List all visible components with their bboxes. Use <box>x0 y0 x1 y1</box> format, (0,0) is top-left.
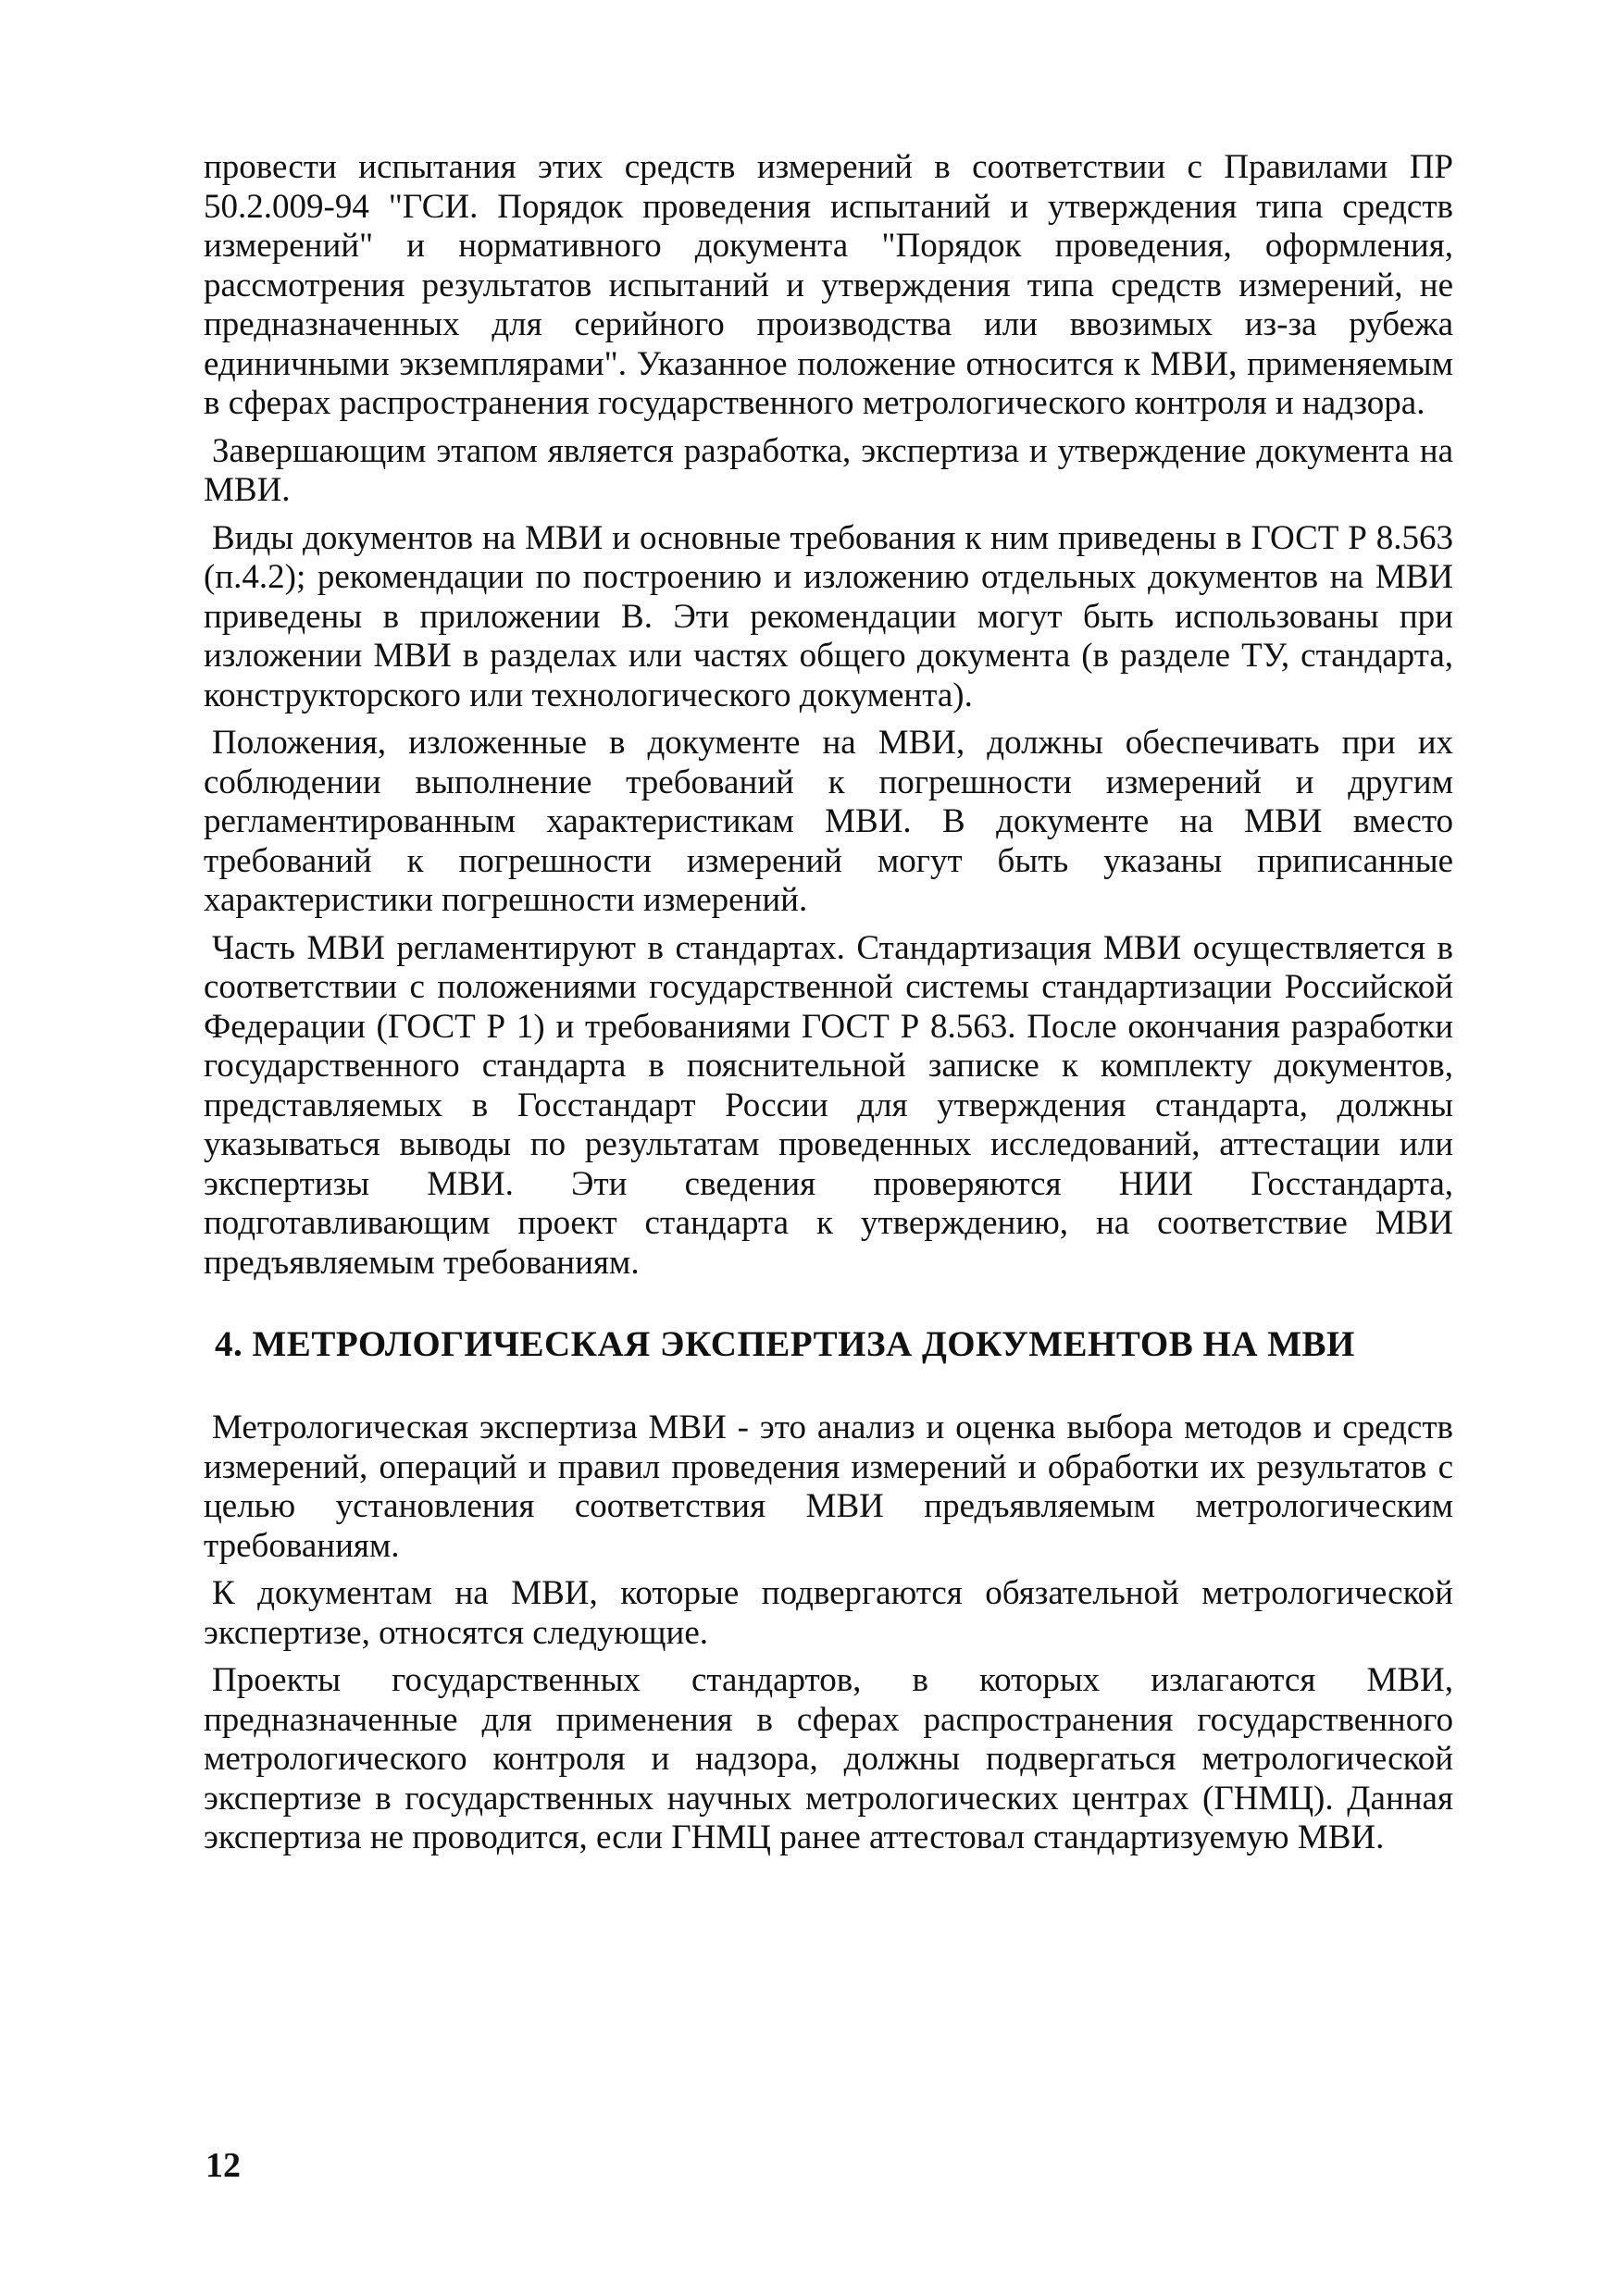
document-page <box>204 148 1453 1867</box>
paragraph-expertise-definition: Метрологическая экспертиза МВИ - это анализ и оценка выбора методов и средств измерений, операций и правил проведения измерений и обработки их результатов с целью установления соответствия МВИ предъявляемым метрологическим требованиям. <box>204 1409 1453 1565</box>
paragraph-document-provisions: Положения, изложенные в документе на МВИ, должны обеспечивать при их соблюдении выполнение требований к погрешности измерений и другим регламентированным характеристикам МВИ. В документе на МВИ вместо требований к погрешности измерений могут быть указаны приписанные характеристики погрешности измерений. <box>204 724 1453 919</box>
paragraph-testing-rules: провести испытания этих средств измерений в соответствии с Правилами ПР 50.2.009-94 "ГСИ. Порядок проведения испытаний и утверждения типа средств измерений" и нормативного документа "Порядок проведения, оформления, рассмотрения результатов испытаний и утверждения типа средств измерений, не предназначенных для серийного производства или ввозимых из-за рубежа единичными экземплярами". Указанное положение относится к МВИ, применяемым в сферах распространения государственного метрологического контроля и надзора. <box>204 148 1453 422</box>
paragraph-document-types: Виды документов на МВИ и основные требования к ним приведены в ГОСТ Р 8.563 (п.4.2); рекомендации по построению и изложению отдельных документов на МВИ приведены в приложении В. Эти рекомендации могут быть использованы при изложении МВИ в разделах или частях общего документа (в разделе ТУ, стандарта, конструкторского или технологического документа). <box>204 518 1453 714</box>
paragraph-standardization: Часть МВИ регламентируют в стандартах. Стандартизация МВИ осуществляется в соответствии с положениями государственной системы стандартизации Российской Федерации (ГОСТ Р 1) и требованиями ГОСТ Р 8.563. После окончания разработки государственного стандарта в пояснительной записке к комплекту документов, представляемых в Госстандарт России для утверждения стандарта, должны указываться выводы по результатам проведенных исследований, аттестации или экспертизы МВИ. Эти сведения проверяются НИИ Госстандарта, подготавливающим проект стандарта к утверждению, на соответствие МВИ предъявляемым требованиям. <box>204 928 1453 1282</box>
paragraph-mandatory-expertise: К документам на МВИ, которые подвергаются обязательной метрологической экспертизе, относятся следующие. <box>204 1574 1453 1652</box>
page-number: 12 <box>205 2146 241 2185</box>
paragraph-state-standards: Проекты государственных стандартов, в которых излагаются МВИ, предназначенные для применения в сферах распространения государственного метрологического контроля и надзора, должны подвергаться метрологической экспертизе в государственных научных метрологических центрах (ГНМЦ). Данная экспертиза не проводится, если ГНМЦ ранее аттестовал стандартизуемую МВИ. <box>204 1661 1453 1856</box>
paragraph-final-stage: Завершающим этапом является разработка, экспертиза и утверждение документа на МВИ. <box>204 431 1453 509</box>
section-heading: 4. МЕТРОЛОГИЧЕСКАЯ ЭКСПЕРТИЗА ДОКУМЕНТОВ НА МВИ <box>215 1324 1355 1364</box>
